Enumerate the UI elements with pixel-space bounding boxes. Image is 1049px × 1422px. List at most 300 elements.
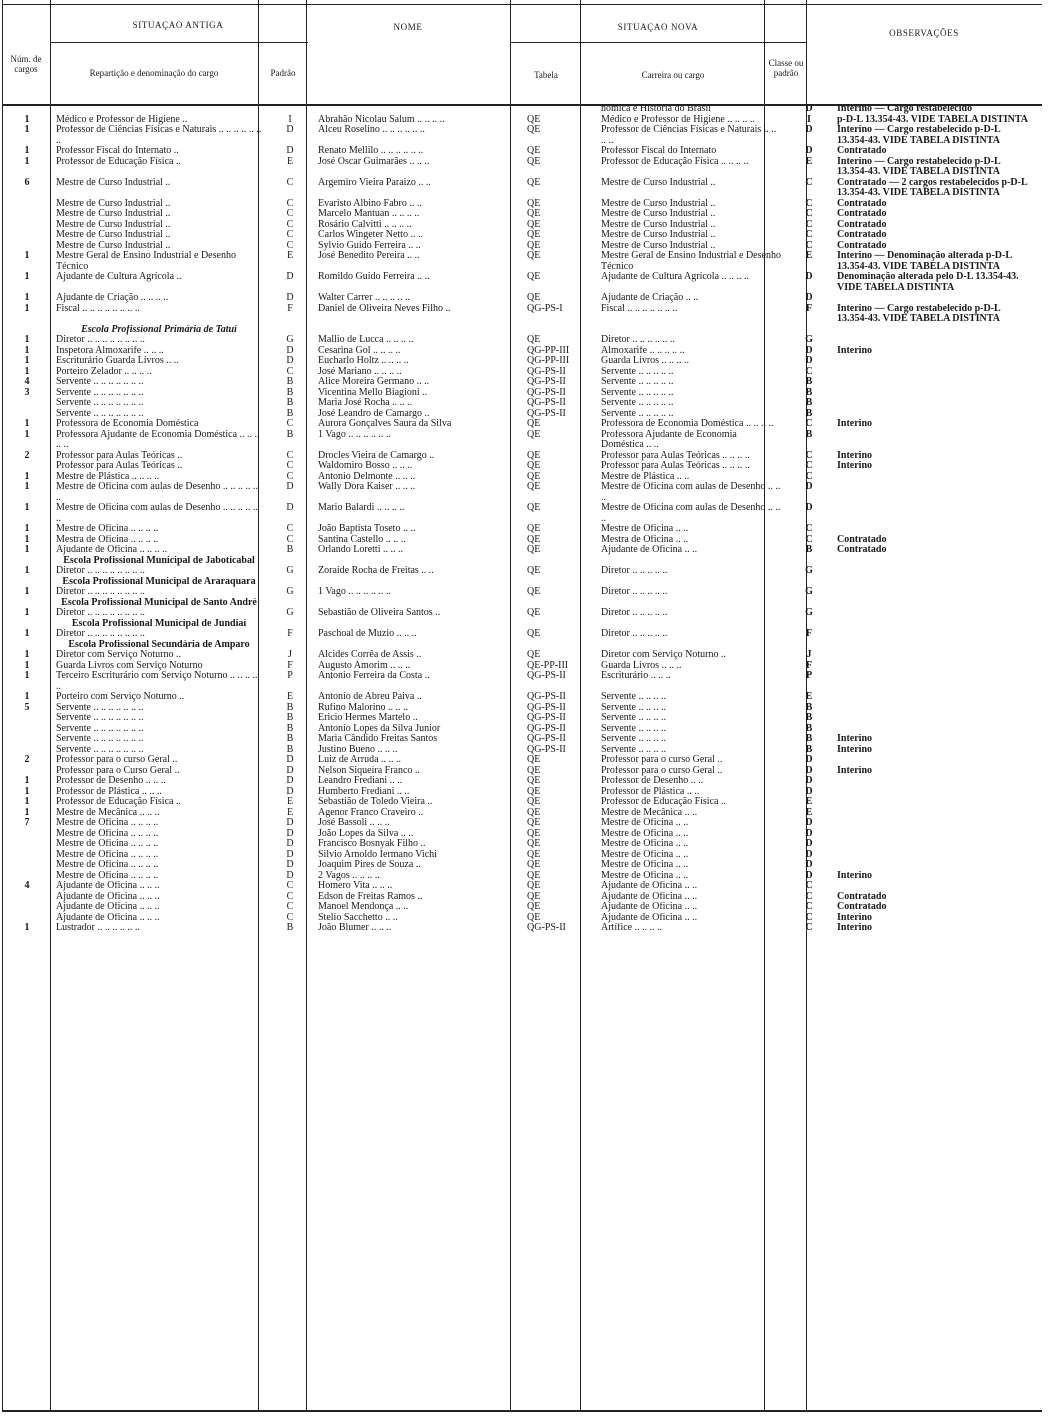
cell-nome: Daniel de Oliveira Neves Filho .. <box>318 303 451 314</box>
cell-pad: D <box>286 818 294 828</box>
personnel-table-body <box>0 104 1034 934</box>
cell-cls: C <box>805 881 813 891</box>
cell-num: 1 <box>24 660 30 671</box>
cell-rep: Diretor .. .. .. .. .. .. .. .. <box>56 587 145 597</box>
cell-tab: QG-PS-II <box>527 702 566 713</box>
cell-nome: Marcelo Mantuan .. .. .. .. <box>318 209 420 219</box>
cell-pad: C <box>286 450 294 461</box>
cell-pad: D <box>286 870 294 881</box>
cell-rep: Mestre Geral de Ensino Industrial e Desenho Técnico <box>56 251 236 272</box>
cell-car: Servente .. .. .. .. .. <box>601 366 674 377</box>
section-title: Escola Profissional Municipal de Santo André <box>61 597 257 608</box>
cell-pad: D <box>286 765 294 776</box>
cell-pad: E <box>286 692 294 702</box>
cell-pad: G <box>286 335 294 345</box>
cell-pad: D <box>286 786 294 797</box>
cell-pad: D <box>286 482 294 492</box>
table-row <box>0 650 1034 661</box>
cell-tab: QG-PP-III <box>527 356 570 366</box>
cell-pad: F <box>287 629 293 639</box>
cell-nome: Waldomiro Bosso .. .. .. <box>318 461 413 471</box>
cell-rep: Professor para o Curso Geral .. <box>56 765 180 776</box>
cell-obs: Interino — Cargo restabelecido p-D-L 13.354-43. VIDE TABELA DISTINTA <box>837 125 1001 146</box>
cell-obs <box>835 608 1034 619</box>
cell-rep: Professor de Plástica .. .. .. <box>56 786 162 797</box>
cell-nome: Paschoal de Muzio .. .. .. <box>318 629 417 639</box>
cell-obs <box>835 587 1034 598</box>
cell-rep: Mestre de Curso Industrial .. <box>56 219 171 230</box>
cell-num <box>0 850 54 861</box>
cell-cls: G <box>805 608 813 618</box>
cell-obs <box>835 829 1034 840</box>
cell-nome: Orlando Loretti .. .. .. <box>318 545 403 555</box>
cell-pad: C <box>286 419 294 429</box>
cell-rep: Ajudante de Oficina .. .. .. <box>56 912 160 923</box>
cell-pad: E <box>286 251 294 261</box>
cell-empty <box>264 556 1034 567</box>
cell-obs: Contratado <box>837 230 887 240</box>
cell-tab: QE <box>527 818 541 828</box>
cell-car: Professor de Ciências Físicas e Naturais .. .. .. .. <box>601 125 777 146</box>
header-situacao-nova: SITUAÇAO NOVA <box>617 22 699 32</box>
cell-tab: QE <box>527 114 541 125</box>
table-row <box>0 419 1034 430</box>
cell-tab: QE <box>527 797 541 807</box>
cell-empty <box>264 577 1034 588</box>
cell-pad: E <box>286 807 294 818</box>
cell-obs <box>835 503 1034 524</box>
cell-num <box>0 409 54 420</box>
cell-nome: Sebastião de Toledo Vieira .. <box>318 797 433 807</box>
cell-tab: QG-PS-II <box>527 713 566 723</box>
cell-rep: Mestre de Oficina .. .. .. .. <box>56 849 159 860</box>
cell-obs: Interino — Cargo restabelecido p-D-L 13.354-43. VIDE TABELA DISTINTA <box>837 303 1001 324</box>
cell-pad: C <box>286 198 294 209</box>
table-row <box>0 304 1034 325</box>
cell-cls: D <box>805 786 813 797</box>
cell-rep: Professor Fiscal do Internato .. <box>56 146 179 156</box>
cell-rep: Mestre de Curso Industrial .. <box>56 240 171 251</box>
cell-car: Professor para o curso Geral .. <box>601 765 723 776</box>
section-title: Escola Profissional Municipal de Jaboticabal <box>63 555 255 566</box>
cell-num: 1 <box>24 156 30 167</box>
cell-pad: C <box>286 891 294 902</box>
cell-rep: Diretor .. .. .. .. .. .. .. .. <box>56 629 145 639</box>
cell-pad: B <box>286 429 294 440</box>
cell-cls: F <box>805 660 813 671</box>
cell-tab: QE <box>527 146 541 156</box>
cell-obs <box>835 482 1034 503</box>
section-heading-row <box>0 598 1034 609</box>
cell-pad: B <box>286 744 294 755</box>
cell-nome: Eucharlo Holtz .. .. .. .. <box>318 356 409 366</box>
header-situacao-antiga: SITUAÇAO ANTIGA <box>132 20 224 30</box>
cell-tab: QE <box>527 524 541 534</box>
cell-rep: Professor para Aulas Teóricas .. <box>56 461 183 471</box>
cell-obs: Contratado <box>837 198 887 209</box>
cell-car: Mestre de Curso Industrial .. <box>601 209 716 219</box>
cell-pad: D <box>286 860 294 870</box>
cell-num: 1 <box>24 345 30 356</box>
cell-obs <box>835 671 1034 692</box>
table-row <box>0 241 1034 252</box>
cell-pad: E <box>286 156 294 167</box>
table-row <box>0 146 1034 157</box>
cell-cls: D <box>805 755 813 765</box>
cell-tab: QG-PS-II <box>527 734 566 744</box>
cell-obs <box>835 755 1034 766</box>
cell-pad: B <box>286 387 294 398</box>
table-row <box>0 178 1034 199</box>
cell-cls: C <box>805 471 813 482</box>
cell-obs <box>835 629 1034 640</box>
cell-nome: Alceu Roselino .. .. .. .. .. .. <box>318 125 425 135</box>
cell-pad: C <box>286 177 294 188</box>
cell-obs: Interino — Cargo restabelecido <box>837 104 973 114</box>
cell-pad: J <box>288 650 292 660</box>
cell-pad: D <box>286 776 294 786</box>
table-row <box>0 482 1034 503</box>
cell-num: 1 <box>24 566 30 576</box>
cell-pad: D <box>286 125 294 135</box>
cell-cls: I <box>807 114 811 125</box>
cell-cls: C <box>805 198 813 209</box>
cell-obs <box>835 850 1034 861</box>
cell-obs: Interino <box>837 912 872 923</box>
cell-pad: C <box>286 366 294 377</box>
cell-num: 1 <box>24 923 30 933</box>
cell-pad: D <box>286 146 294 156</box>
cell-cls: E <box>805 692 813 702</box>
cell-nome: Abrahão Nicolau Salum .. .. .. .. <box>318 114 445 125</box>
cell-pad: D <box>286 293 294 303</box>
cell-nome: Luiz de Arruda .. .. .. <box>318 755 402 765</box>
cell-num: 1 <box>24 692 30 702</box>
cell-car: Ajudante de Oficina .. .. <box>601 912 698 923</box>
cell-num <box>0 745 54 756</box>
cell-cls: E <box>805 251 813 261</box>
cell-tab: QE <box>527 776 541 786</box>
cell-car: Mestre de Mecânica .. .. <box>601 807 698 818</box>
cell-num: 4 <box>24 881 30 891</box>
cell-rep: Servente .. .. .. .. .. .. .. <box>56 408 144 419</box>
cell-car: Guarda Livros .. .. .. .. <box>601 356 690 366</box>
cell-car: Servente .. .. .. .. .. <box>601 398 674 408</box>
cell-car: Mestre de Curso Industrial .. <box>601 230 716 240</box>
cell-car: Professora Ajudante de Economia Doméstica .. .. <box>601 429 737 450</box>
cell-rep: Mestre de Oficina .. .. .. .. <box>56 828 159 839</box>
cell-tab: QE <box>527 587 541 597</box>
cell-car: Mestre de Plástica .. .. <box>601 471 690 482</box>
cell-obs: Contratado <box>837 146 887 156</box>
cell-rep: Professor de Ciências Físicas e Naturais .. .. .. .. .. .. .. <box>56 125 262 146</box>
cell-num <box>0 871 54 882</box>
cell-num: 1 <box>24 786 30 797</box>
cell-nome: Argemiro Vieira Paraizo .. .. <box>318 177 431 188</box>
cell-cls: C <box>805 524 813 534</box>
cell-rep: Porteiro Zelador .. .. .. .. <box>56 366 152 377</box>
header-carreira: Carreira ou cargo <box>641 70 705 80</box>
table-row <box>0 587 1034 598</box>
cell-car: Mestre de Oficina .. .. <box>601 828 689 839</box>
cell-rep: Servente .. .. .. .. .. .. .. <box>56 702 144 713</box>
cell-car: Mestra de Oficina .. .. <box>601 534 689 545</box>
cell-rep: Servente .. .. .. .. .. .. .. <box>56 398 144 408</box>
cell-num: 1 <box>24 650 30 660</box>
cell-num: 1 <box>24 419 30 429</box>
table-row <box>0 220 1034 231</box>
cell-car: Servente .. .. .. .. <box>601 713 666 723</box>
header-sub-rule <box>510 42 806 43</box>
cell-car: Servente .. .. .. .. .. <box>601 377 674 387</box>
cell-rep: Servente .. .. .. .. .. .. .. <box>56 744 144 755</box>
section-title: Escola Profissional Secundária de Amparo <box>68 639 250 650</box>
cell-tab: QE <box>527 198 541 209</box>
cell-empty <box>264 640 1034 651</box>
table-row <box>0 388 1034 399</box>
cell-tab: QE <box>527 650 541 660</box>
cell-cls: B <box>805 398 813 408</box>
cell-empty <box>0 598 54 609</box>
cell-tab: QE <box>527 902 541 912</box>
cell-car: Ajudante de Oficina .. .. <box>601 881 698 891</box>
cell-tab: QG-PS-II <box>527 398 566 408</box>
cell-nome: Rufino Malorino .. .. .. <box>318 702 408 713</box>
cell-obs <box>835 787 1034 798</box>
cell-num: 1 <box>24 335 30 345</box>
cell-rep: Mestre de Mecânica .. .. .. <box>56 807 160 818</box>
cell-tab: QG-PS-II <box>527 692 566 702</box>
cell-tab: QE <box>527 461 541 471</box>
cell-obs <box>835 839 1034 850</box>
cell-nome: Cesarina Gol .. .. .. .. <box>318 345 401 356</box>
cell-rep: Professora Ajudante de Economia Doméstica .. .. .. .. .. <box>56 429 260 450</box>
cell-cls: B <box>805 723 813 734</box>
cell-obs <box>835 430 1034 451</box>
cell-obs: Contratado <box>837 219 887 230</box>
cell-pad: B <box>286 377 294 387</box>
cell-nome: Evaristo Albino Fabro .. .. <box>318 198 422 209</box>
section-title: Escola Profissional Municipal de Araraquara <box>62 576 256 587</box>
table-row <box>0 860 1034 871</box>
cell-empty <box>0 619 54 630</box>
cell-empty <box>264 619 1034 630</box>
cell-num: 4 <box>24 377 30 387</box>
cell-num: 1 <box>24 545 30 555</box>
cell-car: Médico e Professor de Higiene .. .. .. .. <box>601 114 755 125</box>
cell-car: Servente .. .. .. .. <box>601 744 666 755</box>
cell-rep: Ajudante de Oficina .. .. .. <box>56 881 160 891</box>
cell-car: Professor para o curso Geral .. <box>601 755 723 765</box>
cell-cls: J <box>806 650 812 660</box>
cell-cls: B <box>805 387 813 398</box>
cell-car: Professor Fiscal do Internato <box>601 146 717 156</box>
cell-obs <box>835 818 1034 829</box>
cell-rep: Mestre de Oficina .. .. .. .. <box>56 860 159 870</box>
cell-nome: Manoel Mendonça .. .. <box>318 902 409 912</box>
cell-nome: Antonio Lopes da Silva Junior <box>318 723 441 734</box>
cell-car: Fiscal .. .. .. .. .. .. .. <box>601 303 678 314</box>
cell-num: 1 <box>24 587 30 597</box>
cell-car: Mestre de Oficina com aulas de Desenho .. .. .. <box>601 503 781 524</box>
table-row <box>0 850 1034 861</box>
cell-cls: E <box>805 156 813 167</box>
cell-car: Diretor com Serviço Noturno .. <box>601 650 726 660</box>
cell-car: Mestre de Curso Industrial .. <box>601 198 716 209</box>
cell-rep: Professora de Economia Doméstica <box>56 419 199 429</box>
cell-cls: F <box>805 303 813 314</box>
cell-car: Mestre de Curso Industrial .. <box>601 177 716 188</box>
cell-tab: QE <box>527 156 541 167</box>
table-row <box>0 251 1034 272</box>
cell-obs <box>835 409 1034 420</box>
cell-cls: F <box>805 629 813 639</box>
cell-tab: QE <box>527 240 541 251</box>
cell-rep: Ajudante de Cultura Agrícola .. <box>56 272 182 282</box>
cell-cls: D <box>805 765 813 776</box>
cell-num <box>0 209 54 220</box>
cell-pad: C <box>286 209 294 219</box>
cell-obs: Interino <box>837 923 872 933</box>
cell-rep: Diretor .. .. .. .. .. .. .. .. <box>56 335 145 345</box>
cell-car: Servente .. .. .. .. <box>601 723 666 734</box>
cell-empty <box>264 325 1034 336</box>
table-row <box>0 923 1034 934</box>
cell-tab: QE <box>527 534 541 545</box>
cell-nome: Romildo Guido Ferreira .. .. <box>318 272 430 282</box>
table-row <box>0 409 1034 420</box>
table-row <box>0 199 1034 210</box>
cell-nome: Justino Bueno .. .. .. <box>318 744 398 755</box>
cell-nome: Zoraide Rocha de Freitas .. .. <box>318 566 434 576</box>
cell-num <box>0 199 54 210</box>
cell-car: Mestre de Oficina .. .. <box>601 818 689 828</box>
cell-car: Professor de Educação Física .. <box>601 797 726 807</box>
cell-car: Mestre de Oficina com aulas de Desenho .. .. .. <box>601 482 781 503</box>
cell-cls: D <box>805 828 813 839</box>
cell-car: Servente .. .. .. .. .. <box>601 408 674 419</box>
cell-tab: QG-PS-II <box>527 366 566 377</box>
header-reparticao: Repartição e denominação do cargo <box>89 68 219 78</box>
cell-cls: D <box>805 776 813 786</box>
cell-obs: Interino <box>837 450 872 461</box>
cell-pad: D <box>286 345 294 356</box>
cell-tab: QE <box>527 860 541 870</box>
cell-nome: Vicentina Mello Biagioni .. <box>318 387 428 398</box>
table-row <box>0 346 1034 357</box>
cell-cls: B <box>805 744 813 755</box>
cell-cls: E <box>805 807 813 818</box>
cell-num: 2 <box>24 755 30 765</box>
cell-rep: Fiscal .. .. .. .. .. .. .. .. <box>56 303 140 314</box>
cell-num <box>0 892 54 903</box>
cell-obs: Interino — Cargo restabelecido p-D-L 13.354-43. VIDE TABELA DISTINTA <box>837 156 1001 177</box>
cell-tab: QE <box>527 419 541 429</box>
cell-num: 6 <box>24 177 30 188</box>
table-row <box>0 503 1034 524</box>
cell-car: Mestre de Oficina .. .. <box>601 524 689 534</box>
cell-obs: Contratado <box>837 209 887 219</box>
cell-rep: Mestra de Oficina .. .. .. .. <box>56 534 159 545</box>
cell-nome: Humberto Frediani .. .. <box>318 786 410 797</box>
cell-tab: QE <box>527 230 541 240</box>
cell-cls: G <box>805 335 813 345</box>
cell-tab: QE <box>527 870 541 881</box>
cell-car: Professor de Plástica .. .. <box>601 786 700 797</box>
cell-nome: Stelio Sacchetto .. .. <box>318 912 398 923</box>
cell-pad: G <box>286 566 294 576</box>
cell-num: 1 <box>24 125 30 135</box>
cell-obs: Contratado <box>837 891 887 902</box>
cell-nome: José Mariano .. .. .. .. <box>318 366 402 377</box>
cell-car: nômica e História do Brasil <box>601 104 711 114</box>
cell-cls: C <box>805 923 813 933</box>
cell-tab: QE <box>527 272 541 282</box>
cell-num: 1 <box>24 293 30 303</box>
cell-tab: QG-PS-II <box>527 408 566 419</box>
cell-rep: Professor de Desenho .. .. .. <box>56 776 166 786</box>
cell-num: 1 <box>24 251 30 261</box>
cell-cls: B <box>805 702 813 713</box>
cell-obs: Contratado — 2 cargos restabelecidos p-D-L 13.354-43. VIDE TABELA DISTINTA <box>837 177 1028 198</box>
cell-obs <box>835 703 1034 714</box>
cell-rep: Diretor com Serviço Noturno .. <box>56 650 181 660</box>
cell-rep: Lustrador .. .. .. .. .. .. <box>56 923 140 933</box>
cell-num <box>0 734 54 745</box>
cell-cls: C <box>805 534 813 545</box>
cell-pad: B <box>286 545 294 555</box>
table-row <box>0 703 1034 714</box>
cell-car: Ajudante de Cultura Agrícola .. .. .. .. <box>601 272 750 282</box>
cell-rep <box>54 104 264 115</box>
cell-nome: Antonio Delmonte .. .. .. <box>318 471 416 482</box>
cell-tab: QE <box>527 125 541 135</box>
cell-num: 3 <box>24 387 30 398</box>
cell-empty <box>0 325 54 336</box>
cell-nome: Alice Moreira Germano .. .. <box>318 377 430 387</box>
cell-rep: Servente .. .. .. .. .. .. .. <box>56 734 144 744</box>
cell-pad: G <box>286 587 294 597</box>
table-row <box>0 367 1034 378</box>
table-row <box>0 524 1034 535</box>
section-heading-row <box>0 556 1034 567</box>
cell-car: Ajudante de Oficina .. .. <box>601 891 698 902</box>
header-nome: NOME <box>393 22 423 32</box>
table-row <box>0 766 1034 777</box>
cell-cls: C <box>805 219 813 230</box>
cell-cls: C <box>805 419 813 429</box>
cell-obs <box>835 650 1034 661</box>
cell-num <box>0 713 54 724</box>
cell-tab: QG-PS-II <box>527 923 566 933</box>
cell-rep: Mestre de Oficina .. .. .. .. <box>56 818 159 828</box>
cell-pad: B <box>286 923 294 933</box>
cell-pad: C <box>286 471 294 482</box>
cell-obs: Interino <box>837 419 872 429</box>
cell-tab: QE-PP-III <box>527 660 569 671</box>
cell-car: Servente .. .. .. .. <box>601 702 666 713</box>
cell-rep: Diretor .. .. .. .. .. .. .. .. <box>56 608 145 618</box>
cell-rep: Ajudante de Oficina .. .. .. <box>56 902 160 912</box>
cell-nome: Drocles Vieira de Camargo .. <box>318 450 435 461</box>
cell-cls: C <box>805 902 813 912</box>
cell-num <box>0 230 54 241</box>
table-row <box>0 745 1034 756</box>
cell-tab: QE <box>527 608 541 618</box>
table-row <box>0 209 1034 220</box>
cell-nome: Joaquim Pires de Souza .. <box>318 860 421 870</box>
cell-tab: QG-PS-I <box>527 303 563 314</box>
